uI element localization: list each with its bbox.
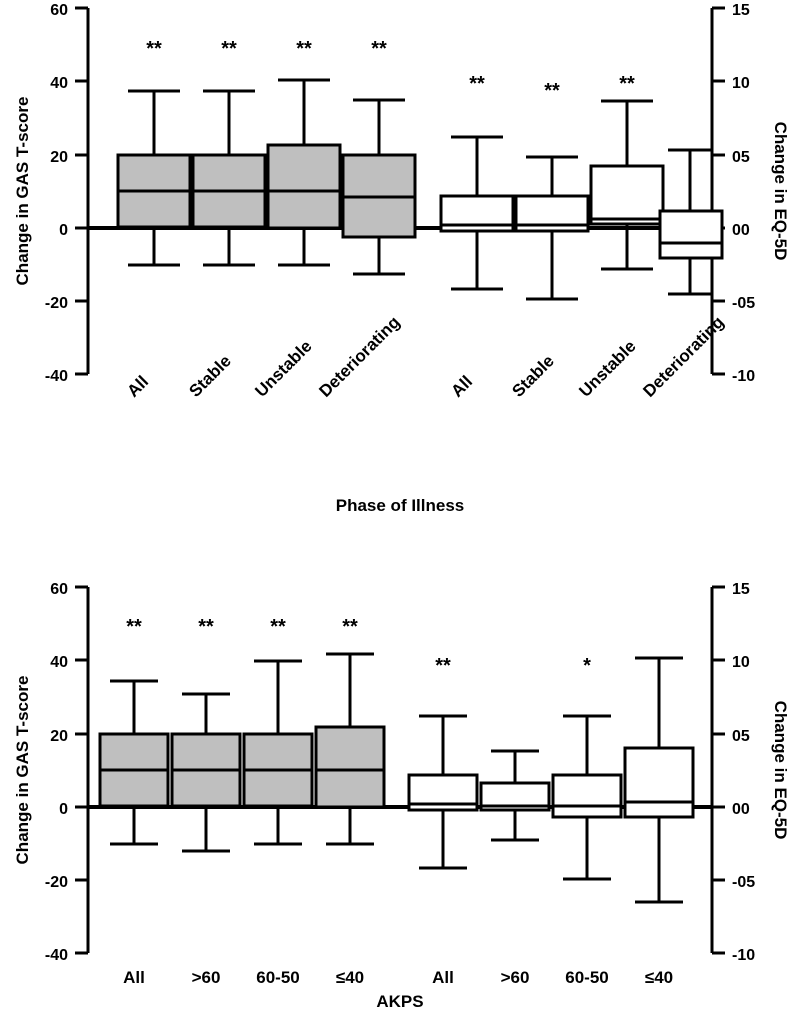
cat-label-bottom-6: >60 [500,968,530,987]
box-gas-stable [193,38,265,265]
box-eq-40-under [625,658,693,902]
right-tick-label-minus05: -05 [732,874,756,891]
left-ticks [75,587,88,953]
left-ticks [75,8,88,374]
left-tick-label-minus20: -20 [44,874,68,891]
box-eq-all [441,73,513,289]
right-tick-label-minus10: -10 [732,368,756,385]
box-gas-all [118,38,190,265]
box-eq-unstable [591,73,663,269]
left-tick-label-0: 0 [59,222,68,239]
box-eq-over60 [481,751,549,840]
left-tick-label-20: 20 [50,728,68,745]
sig-gas-40-under: ** [342,616,358,638]
right-tick-label-00: 00 [732,222,750,239]
box-gas-over60 [172,616,240,851]
sig-eq-all: ** [435,655,451,677]
right-tick-label-minus10: -10 [732,947,756,964]
sig-gas-all: ** [146,38,162,60]
cat-label-bottom-5: All [432,968,454,987]
cat-label-top-8: Deteriorating [639,312,728,401]
left-axis-title: Change in GAS T-score [13,96,32,286]
box-gas-deteriorating [343,38,415,274]
left-tick-label-0: 0 [59,801,68,818]
cat-label-bottom-4: ≤40 [335,968,365,987]
box-gas-60-50 [244,616,312,844]
cat-label-top-2: Stable [185,351,235,401]
sig-gas-60-50: ** [270,616,286,638]
sig-gas-over60: ** [198,616,214,638]
sig-gas-unstable: ** [296,38,312,60]
sig-eq-stable: ** [544,80,560,102]
sig-eq-all: ** [469,73,485,95]
right-tick-label-15: 15 [732,581,750,598]
cat-label-top-6: Stable [508,351,558,401]
chart-panel-akps [0,555,794,1015]
cat-label-bottom-1: All [123,968,145,987]
box-eq-60-50 [553,655,621,879]
right-axis-title: Change in EQ-5D [771,121,790,261]
cat-label-top-5: All [447,372,477,401]
chart-svg-bottom [0,555,794,1015]
left-tick-label-20: 20 [50,149,68,166]
left-tick-label-minus40: -40 [44,368,68,385]
right-tick-label-05: 05 [732,149,750,166]
left-tick-label-minus40: -40 [44,947,68,964]
cat-label-top-4: Deteriorating [315,312,404,401]
box-gas-all [100,616,168,844]
right-tick-label-05: 05 [732,728,750,745]
left-tick-label-40: 40 [50,654,68,671]
left-tick-label-60: 60 [50,2,68,19]
right-ticks [712,587,725,953]
right-tick-label-10: 10 [732,75,750,92]
sig-eq-unstable: ** [619,73,635,95]
cat-label-bottom-3: 60-50 [256,968,300,987]
cat-label-bottom-7: 60-50 [565,968,609,987]
right-tick-label-15: 15 [732,2,750,19]
box-gas-40-under [316,616,384,844]
right-tick-label-00: 00 [732,801,750,818]
left-tick-label-minus20: -20 [44,295,68,312]
left-tick-label-60: 60 [50,581,68,598]
cat-label-top-3: Unstable [251,336,316,401]
right-axis-title: Change in EQ-5D [771,700,790,840]
cat-label-bottom-2: >60 [191,968,221,987]
x-axis-title: AKPS [376,992,424,1011]
box-eq-all [409,655,477,868]
sig-gas-deteriorating: ** [371,38,387,60]
sig-eq-60-50: * [583,655,591,677]
box-gas-unstable [268,38,340,265]
cat-label-top-1: All [123,372,153,401]
sig-gas-stable: ** [221,38,237,60]
sig-gas-all: ** [126,616,142,638]
cat-label-bottom-8: ≤40 [644,968,674,987]
x-axis-title: Phase of Illness [335,496,465,515]
right-tick-label-minus05: -05 [732,295,756,312]
left-tick-label-40: 40 [50,75,68,92]
box-eq-stable [516,80,588,299]
left-axis-title: Change in GAS T-score [13,675,32,865]
cat-label-top-7: Unstable [575,336,640,401]
right-tick-label-10: 10 [732,654,750,671]
